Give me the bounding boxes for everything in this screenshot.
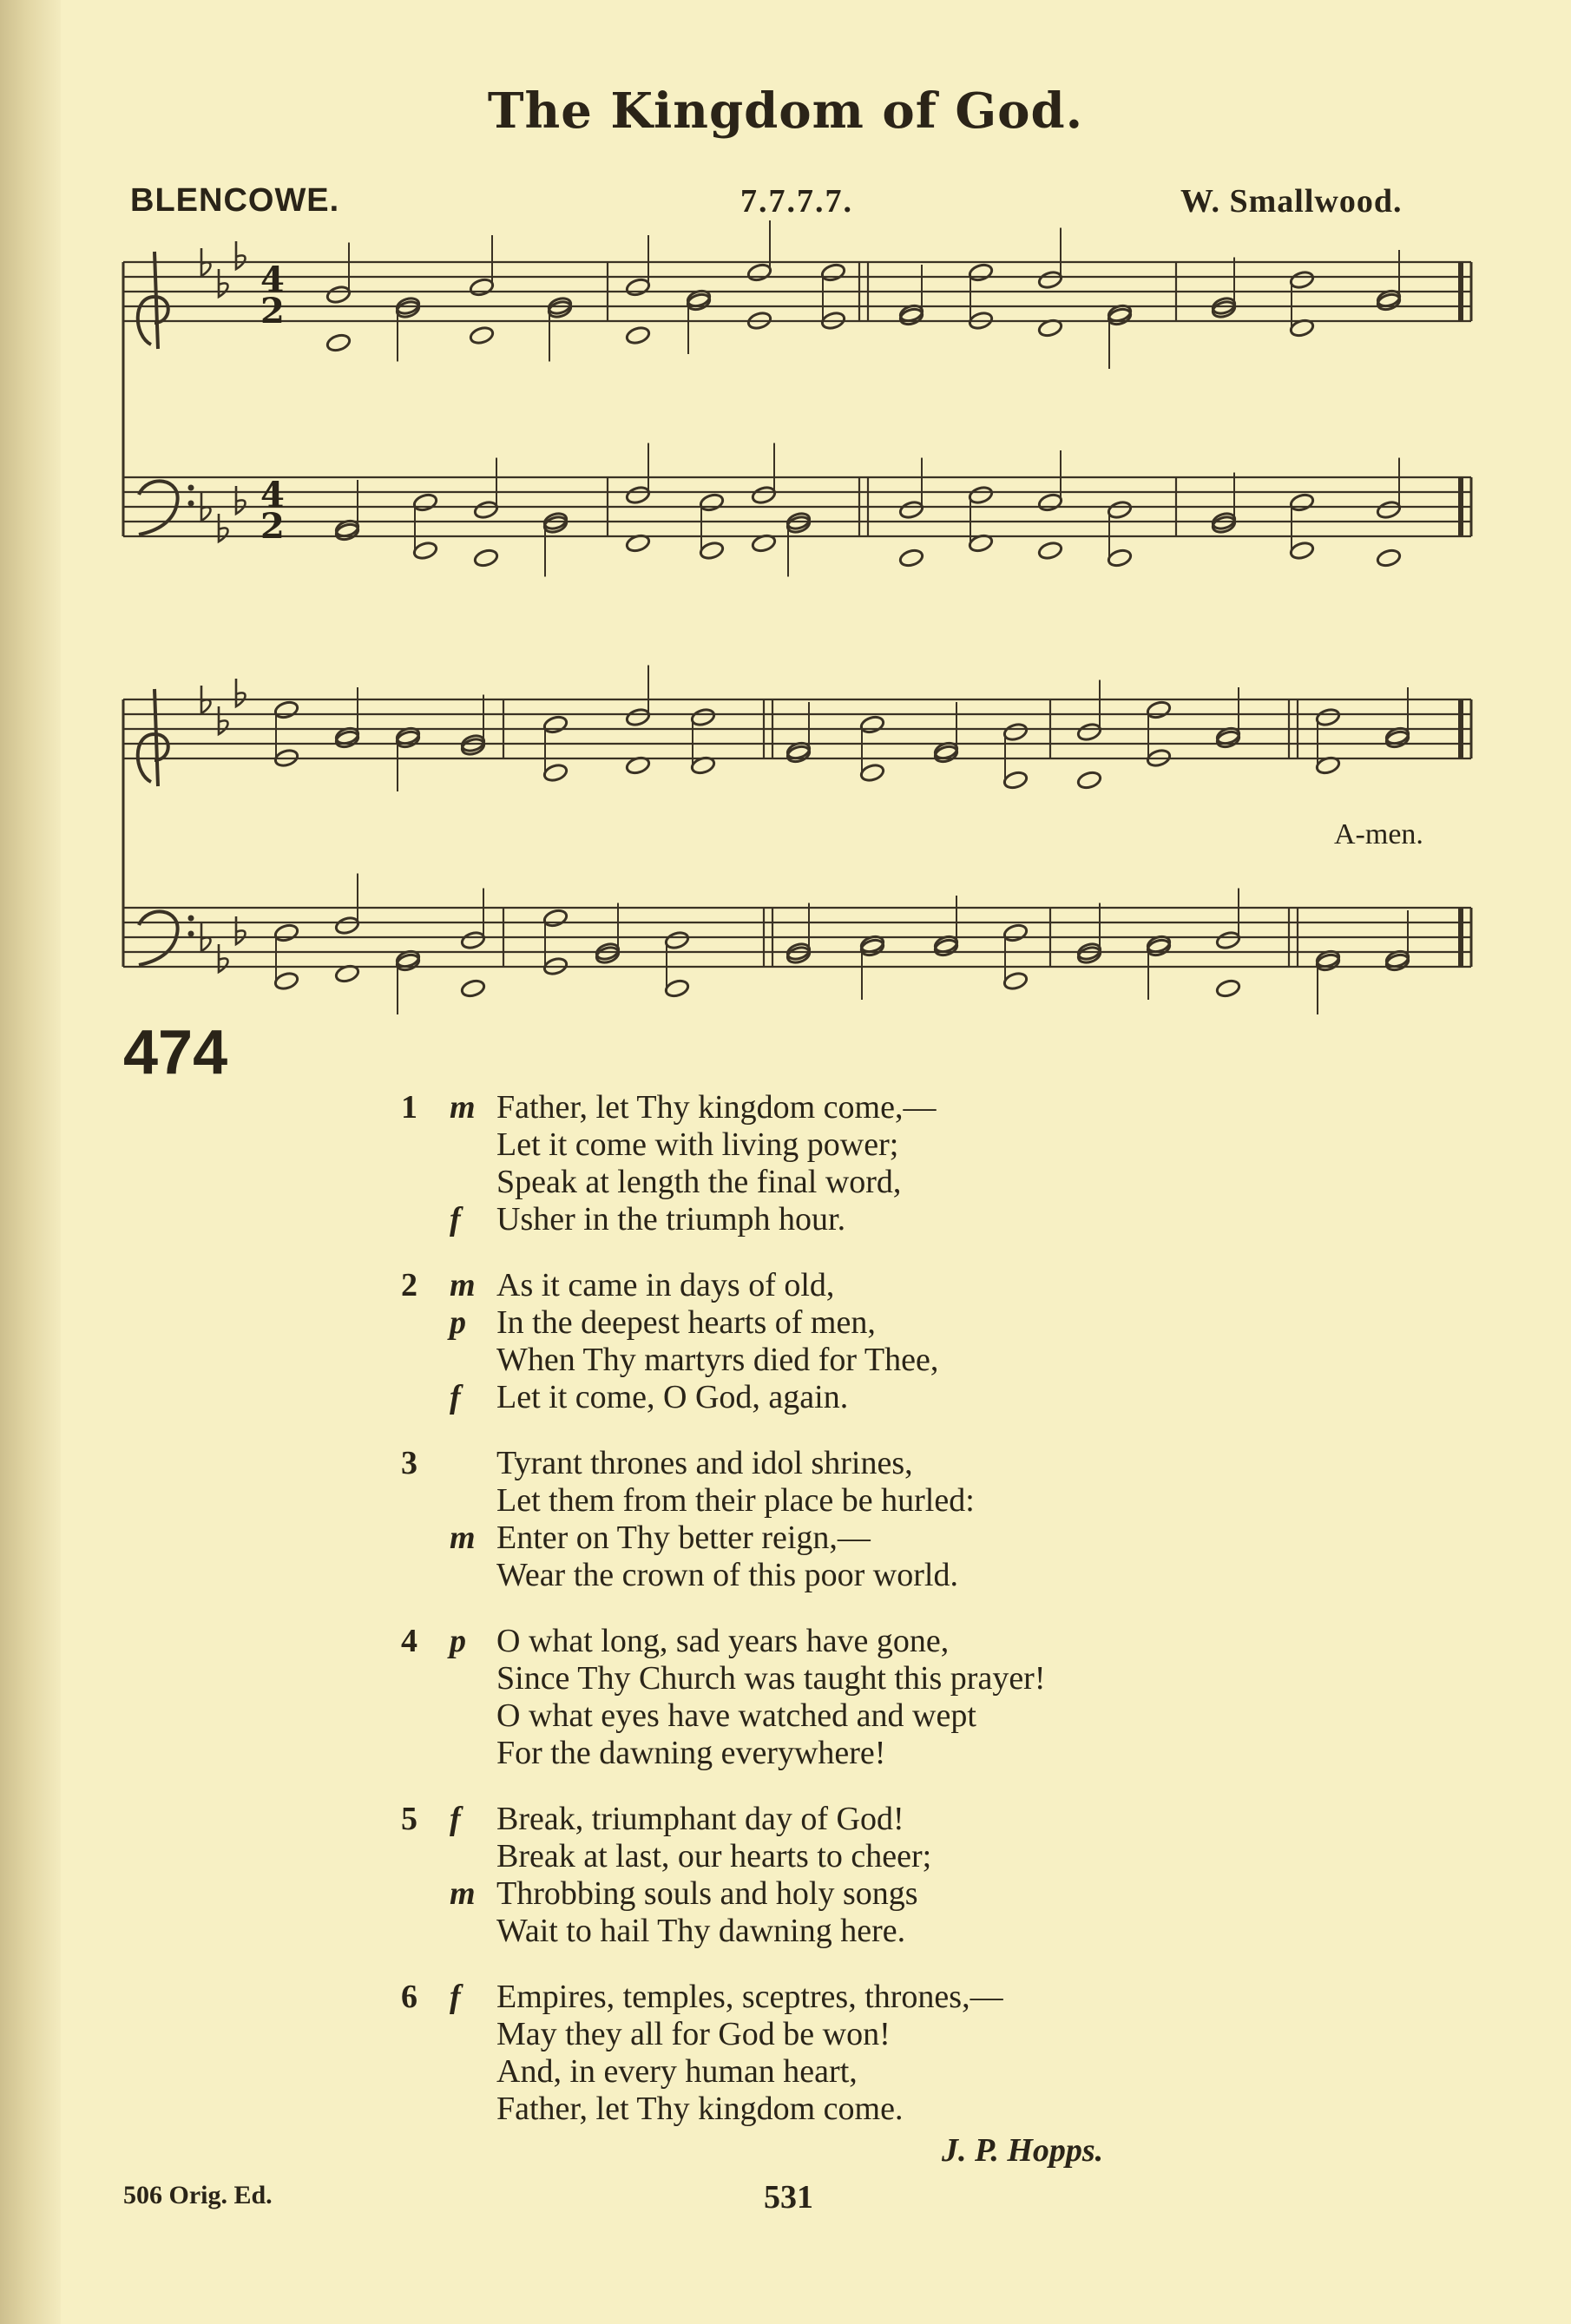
note-head <box>273 699 299 719</box>
note-head <box>469 277 495 297</box>
note-head <box>1076 770 1102 790</box>
verse-line-text: Father, let Thy kingdom come. <box>496 2091 904 2127</box>
verse-line-text: Usher in the triumph hour. <box>496 1201 846 1237</box>
verse-line-text: Father, let Thy kingdom come,— <box>496 1089 937 1126</box>
verse-line <box>0 1520 1571 1557</box>
note-head <box>699 541 725 561</box>
note-head <box>1037 541 1063 561</box>
note-head <box>664 978 690 998</box>
dynamic-mark: f <box>450 1801 461 1837</box>
flat-sign <box>236 916 246 944</box>
page-title: The Kingdom of God. <box>487 82 1084 140</box>
flat-sign <box>219 944 228 972</box>
flat-sign <box>219 269 228 297</box>
note-head <box>1002 971 1029 991</box>
verse-line-text: Speak at length the final word, <box>496 1164 902 1200</box>
note-head <box>542 714 569 734</box>
verse-line <box>0 1482 1571 1520</box>
note-head <box>859 714 885 734</box>
bass-clef <box>139 481 178 535</box>
verse <box>0 1623 1571 1772</box>
verse-line-text: Let it come with living power; <box>496 1126 899 1163</box>
verse-line-text: Wear the crown of this poor world. <box>496 1557 958 1593</box>
note-head <box>968 262 994 282</box>
verse-line <box>0 1267 1571 1304</box>
note-head <box>1037 492 1063 512</box>
verse-line <box>0 1557 1571 1594</box>
note-head <box>325 332 352 352</box>
flat-sign <box>236 486 246 514</box>
dynamic-mark: f <box>450 1201 461 1237</box>
verse-line <box>0 1838 1571 1875</box>
verse <box>0 1267 1571 1416</box>
note-head <box>1376 548 1402 568</box>
time-signature-bottom: 2 <box>260 506 285 547</box>
note-head <box>664 930 690 950</box>
note-head <box>460 930 486 950</box>
note-head <box>1376 500 1402 520</box>
note-head <box>968 485 994 505</box>
note-head <box>690 707 716 727</box>
verse <box>0 1445 1571 1594</box>
verse-line <box>0 1164 1571 1201</box>
note-head <box>542 763 569 783</box>
note-head <box>412 492 438 512</box>
verse-line <box>0 1126 1571 1164</box>
bass-clef-dot <box>188 501 194 506</box>
verse-line <box>0 1979 1571 2016</box>
verse-line-text: In the deepest hearts of men, <box>496 1304 876 1341</box>
verse-line-text: Wait to hail Thy dawning here. <box>496 1913 906 1949</box>
dynamic-mark: f <box>450 1979 461 2015</box>
note-head <box>273 922 299 942</box>
verse-number: 3 <box>401 1445 417 1481</box>
amen-label: A-men. <box>1334 818 1423 850</box>
note-head <box>625 325 651 345</box>
note-head <box>542 908 569 928</box>
note-head <box>334 916 360 936</box>
note-head <box>820 262 846 282</box>
verse-line-text: For the dawning everywhere! <box>496 1735 886 1771</box>
flat-sign <box>201 923 211 951</box>
flat-sign <box>201 248 211 276</box>
verse-line-text: Break, triumphant day of God! <box>496 1801 904 1837</box>
treble-staff <box>123 699 1471 758</box>
page-number: 531 <box>764 2179 813 2216</box>
note-head <box>1107 548 1133 568</box>
note-head <box>1107 500 1133 520</box>
verse-line-text: As it came in days of old, <box>496 1267 835 1303</box>
hymn-number: 474 <box>123 1018 228 1087</box>
bass-clef-dot <box>188 931 194 936</box>
note-head <box>325 285 352 305</box>
bass-clef <box>139 911 178 965</box>
flat-sign <box>236 679 246 706</box>
time-signature-top: 4 <box>260 475 285 515</box>
flat-sign <box>201 493 211 521</box>
tune-name: BLENCOWE. <box>130 182 340 219</box>
note-head <box>699 492 725 512</box>
verse-line <box>0 1735 1571 1772</box>
note-head <box>625 277 651 297</box>
note-head <box>859 763 885 783</box>
verse-line-text: Let it come, O God, again. <box>496 1379 849 1415</box>
verse-line <box>0 1801 1571 1838</box>
verse-line-text: And, in every human heart, <box>496 2053 858 2090</box>
verse-number: 6 <box>401 1979 417 2015</box>
verse-line <box>0 1445 1571 1482</box>
verse <box>0 1089 1571 1238</box>
verse-number: 5 <box>401 1801 417 1837</box>
note-head <box>746 262 772 282</box>
dynamic-mark: m <box>450 1520 476 1556</box>
dynamic-mark: m <box>450 1267 476 1303</box>
verse-line <box>0 1342 1571 1379</box>
verse-line <box>0 1623 1571 1660</box>
verse-line <box>0 1089 1571 1126</box>
note-head <box>1002 922 1029 942</box>
note-head <box>1002 722 1029 742</box>
verse-line <box>0 1913 1571 1950</box>
verse-number: 2 <box>401 1267 417 1303</box>
verse-line <box>0 1875 1571 1913</box>
verse-line-text: Enter on Thy better reign,— <box>496 1520 871 1556</box>
note-head <box>273 971 299 991</box>
note-head <box>898 548 924 568</box>
note-head <box>1215 978 1241 998</box>
note-head <box>1037 270 1063 290</box>
verse-line-text: May they all for God be won! <box>496 2016 891 2052</box>
author-name: J. P. Hopps. <box>942 2132 1104 2169</box>
note-head <box>898 500 924 520</box>
note-head <box>1002 770 1029 790</box>
verse-line-text: Throbbing souls and holy songs <box>496 1875 918 1912</box>
dynamic-mark: m <box>450 1875 476 1912</box>
dynamic-mark: p <box>450 1304 466 1341</box>
note-head <box>1146 699 1172 719</box>
verse-line-text: When Thy martyrs died for Thee, <box>496 1342 939 1378</box>
verse-line <box>0 2053 1571 2091</box>
flat-sign <box>236 241 246 269</box>
note-head <box>473 548 499 568</box>
verse-line <box>0 2091 1571 2128</box>
dynamic-mark: p <box>450 1623 466 1659</box>
note-head <box>412 541 438 561</box>
verse-line-text: Since Thy Church was taught this prayer! <box>496 1660 1046 1697</box>
verse <box>0 1801 1571 1950</box>
treble-staff <box>123 262 1471 321</box>
verse-line-text: Empires, temples, sceptres, thrones,— <box>496 1979 1003 2015</box>
note-head <box>469 325 495 345</box>
note-head <box>1289 270 1315 290</box>
note-head <box>1076 722 1102 742</box>
bass-clef-dot <box>188 916 194 921</box>
bass-clef-dot <box>188 485 194 490</box>
composer-name: W. Smallwood. <box>1180 183 1403 220</box>
treble-clef <box>138 252 168 349</box>
verse-line <box>0 1379 1571 1416</box>
verse-line <box>0 2016 1571 2053</box>
verse-number: 1 <box>401 1089 417 1126</box>
flat-sign <box>219 514 228 542</box>
note-head <box>625 707 651 727</box>
dynamic-mark: f <box>450 1379 461 1415</box>
verse-line-text: O what eyes have watched and wept <box>496 1697 976 1734</box>
verse-number: 4 <box>401 1623 417 1659</box>
verse-line <box>0 1697 1571 1735</box>
note-head <box>460 978 486 998</box>
flat-sign <box>201 686 211 713</box>
time-signature-bottom: 2 <box>260 291 285 332</box>
note-head <box>751 485 777 505</box>
time-signature-top: 4 <box>260 259 285 300</box>
note-head <box>473 500 499 520</box>
note-head <box>1289 541 1315 561</box>
flat-sign <box>219 706 228 734</box>
dynamic-mark: m <box>450 1089 476 1126</box>
edition-note: 506 Orig. Ed. <box>123 2181 273 2209</box>
verse-line-text: Tyrant thrones and idol shrines, <box>496 1445 913 1481</box>
verse-line <box>0 1304 1571 1342</box>
verse-line <box>0 1660 1571 1697</box>
verse-line <box>0 1201 1571 1238</box>
note-head <box>1289 492 1315 512</box>
verse-line-text: O what long, sad years have gone, <box>496 1623 950 1659</box>
verse <box>0 1979 1571 2128</box>
hymn-meter: 7.7.7.7. <box>740 183 853 220</box>
treble-clef <box>138 689 168 786</box>
note-head <box>1215 930 1241 950</box>
music-score <box>0 0 1571 1041</box>
verse-line-text: Break at last, our hearts to cheer; <box>496 1838 932 1874</box>
note-head <box>1315 707 1341 727</box>
note-head <box>625 485 651 505</box>
verse-line-text: Let them from their place be hurled: <box>496 1482 975 1519</box>
